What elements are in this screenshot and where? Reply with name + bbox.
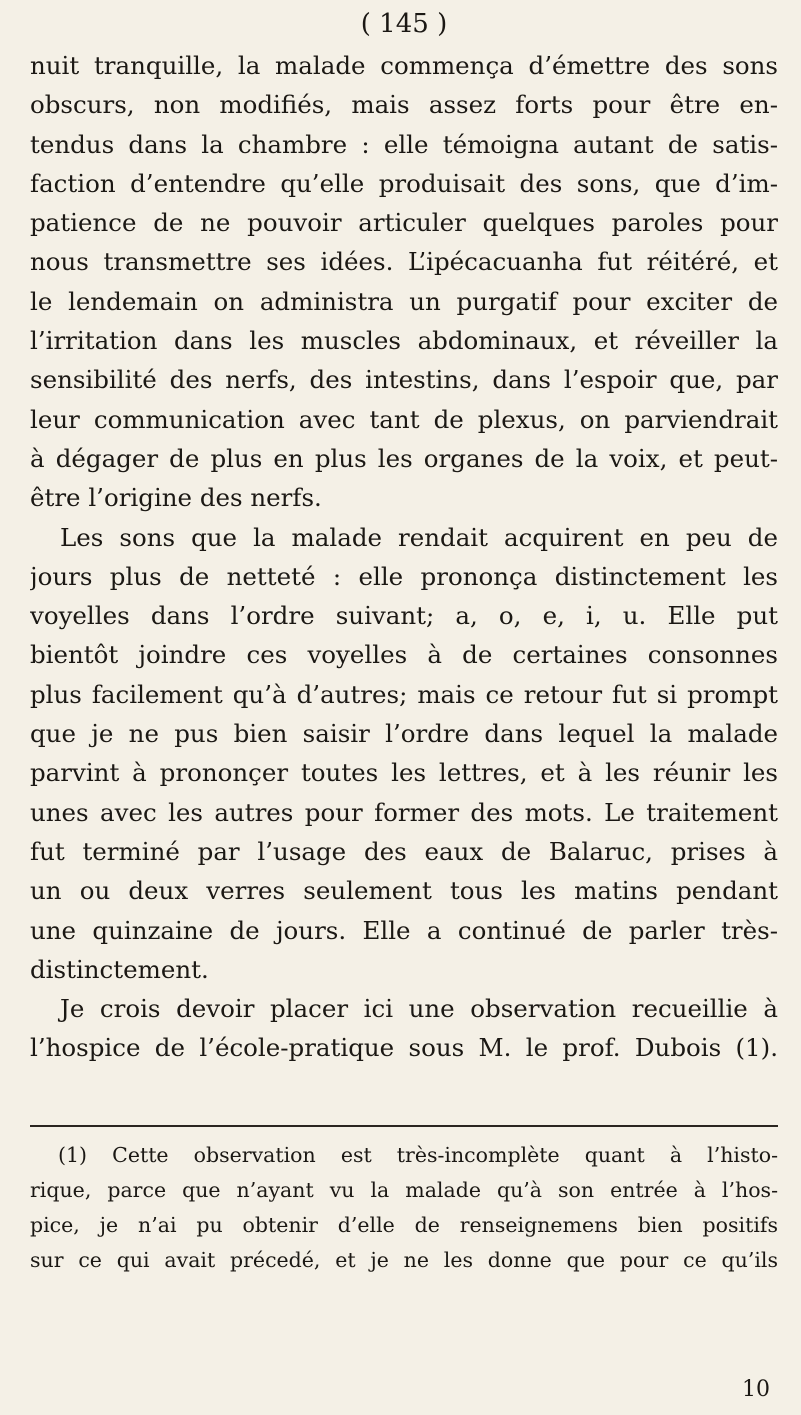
body-line: nuit tranquille, la malade commença d’émettre des sons xyxy=(30,51,778,80)
body-line: voyelles dans l’ordre suivant; a, o, e, i, u. Elle put xyxy=(30,601,778,631)
body-line: parvint à prononçer toutes les lettres, et à les réunir les xyxy=(30,758,778,788)
footnote-line: pice, je n’ai pu obtenir d’elle de renseignemens bien positifs xyxy=(30,1213,778,1237)
body-line: patience de ne pouvoir articuler quelques paroles pour xyxy=(30,208,778,238)
body-line: plus facilement qu’à d’autres; mais ce retour fut si prompt xyxy=(30,679,778,709)
body-line: unes avec les autres pour former des mots. Le traitement xyxy=(30,797,778,827)
page-number: ( 145 ) xyxy=(360,9,448,39)
body-line: l’hospice de l’école-pratique sous M. le prof. Dubois (1). xyxy=(30,1033,778,1063)
body-line: l’irritation dans les muscles abdominaux, et réveiller la xyxy=(30,326,778,356)
body-line: jours plus de netteté : elle prononça distinctement les xyxy=(30,561,778,591)
body-line: une quinzaine de jours. Elle a continué de parler très- xyxy=(30,915,778,945)
body-line: être l’origine des nerfs. xyxy=(30,483,322,513)
footnote xyxy=(30,1138,778,1278)
body-line: sensibilité des nerfs, des intestins, dans l’espoir que, par xyxy=(30,365,778,395)
body-line: tendus dans la chambre : elle témoigna autant de satis- xyxy=(30,129,778,159)
body-line: distinctement. xyxy=(30,954,209,984)
body-line: obscurs, non modifiés, mais assez forts pour être en- xyxy=(30,90,778,120)
body-line: à dégager de plus en plus les organes de la voix, et peut- xyxy=(30,443,778,473)
body-text xyxy=(30,46,778,1068)
footnote-line: (1) Cette observation est très-incomplète quant à l’histo- xyxy=(58,1143,778,1167)
footnote-line: rique, parce que n’ayant vu la malade qu’à son entrée à l’hos- xyxy=(30,1178,778,1202)
body-line: fut terminé par l’usage des eaux de Balaruc, prises à xyxy=(30,836,778,866)
book-page xyxy=(30,0,778,1415)
body-line: Je crois devoir placer ici une observation recueillie à xyxy=(60,994,778,1024)
body-line: que je ne pus bien saisir l’ordre dans lequel la malade xyxy=(30,719,778,749)
body-line: leur communication avec tant de plexus, on parviendrait xyxy=(30,404,778,434)
body-line: le lendemain on administra un purgatif pour exciter de xyxy=(30,286,778,316)
footnote-line: sur ce qui avait précedé, et je ne les donne que pour ce qu’ils xyxy=(30,1248,778,1272)
footnote-divider xyxy=(30,1125,778,1127)
body-line: nous transmettre ses idées. L’ipécacuanha fut réitéré, et xyxy=(30,247,778,277)
body-line: Les sons que la malade rendait acquirent en peu de xyxy=(60,522,778,552)
body-line: bientôt joindre ces voyelles à de certaines consonnes xyxy=(30,640,778,670)
signature-mark: 10 xyxy=(742,1377,770,1402)
body-line: un ou deux verres seulement tous les matins pendant xyxy=(30,876,778,906)
body-line: faction d’entendre qu’elle produisait des sons, que d’im- xyxy=(30,168,778,198)
